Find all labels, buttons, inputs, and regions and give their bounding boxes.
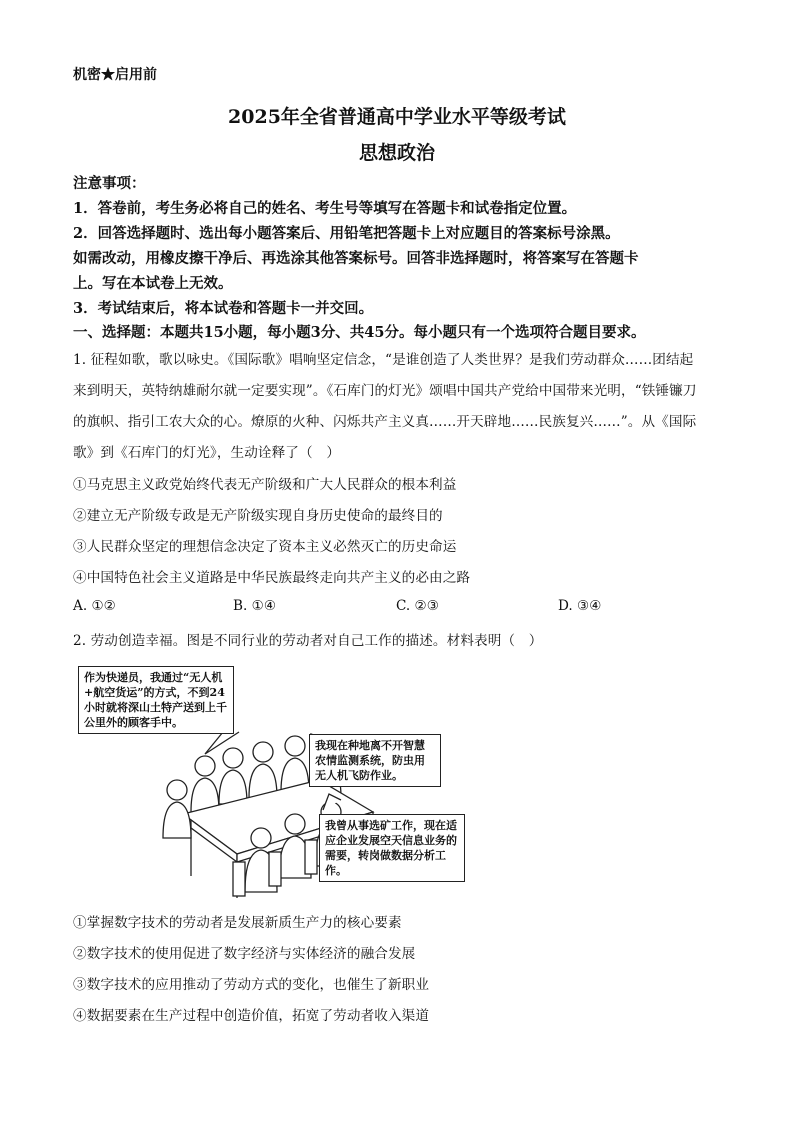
bubble-data-analyst: 我曾从事选矿工作，现在适应企业发展空天信息业务的需要，转岗做数据分析工作。 — [319, 814, 465, 882]
q1-statement-2: ②建立无产阶级专政是无产阶级实现自身历史使命的最终目的 — [73, 508, 443, 524]
exam-title: 2025年全省普通高中学业水平等级考试 — [228, 106, 566, 128]
q1-stem-line-1: 1. 征程如歌，歌以咏史。《国际歌》唱响坚定信念，“是谁创造了人类世界？是我们劳动群众……团结起 — [73, 352, 694, 368]
notice-heading: 注意事项： — [73, 175, 146, 192]
section-heading: 一、选择题：本题共15小题，每小题3分、共45分。每小题只有一个选项符合题目要求。 — [73, 324, 646, 341]
notice-line-1: 1．答卷前，考生务必将自己的姓名、考生号等填写在答题卡和试卷指定位置。 — [73, 200, 577, 217]
q1-option-b: B. ①④ — [233, 598, 277, 614]
q1-option-d: D. ③④ — [558, 598, 602, 614]
confidential-label: 机密★启用前 — [73, 67, 157, 83]
q1-stem-line-3: 的旗帜、指引工农大众的心。燎原的火种、闪烁共产主义真……开天辟地……民族复兴……”。从《国际 — [73, 414, 697, 430]
notice-line-5: 3．考试结束后，将本试卷和答题卡一并交回。 — [73, 300, 374, 317]
q1-option-c: C. ②③ — [396, 598, 439, 614]
q2-stem: 2. 劳动创造幸福。图是不同行业的劳动者对自己工作的描述。材料表明（ ） — [73, 633, 543, 649]
q2-statement-2: ②数字技术的使用促进了数字经济与实体经济的融合发展 — [73, 946, 416, 962]
q2-statement-1: ①掌握数字技术的劳动者是发展新质生产力的核心要素 — [73, 915, 402, 931]
q1-stem-line-4: 歌》到《石库门的灯光》，生动诠释了（ ） — [73, 445, 341, 461]
q1-statement-1: ①马克思主义政党始终代表无产阶级和广大人民群众的根本利益 — [73, 477, 457, 493]
notice-line-4: 上。写在本试卷上无效。 — [73, 275, 233, 292]
q2-statement-4: ④数据要素在生产过程中创造价值，拓宽了劳动者收入渠道 — [73, 1008, 430, 1024]
notice-line-2: 2．回答选择题时、选出每小题答案后、用铅笔把答题卡上对应题目的答案标号涂黑。 — [73, 225, 620, 242]
q2-statement-3: ③数字技术的应用推动了劳动方式的变化，也催生了新职业 — [73, 977, 430, 993]
bubble-farmer: 我现在种地离不开智慧农情监测系统，防虫用无人机飞防作业。 — [309, 734, 441, 787]
q1-option-a: A. ①② — [73, 598, 116, 614]
q1-statement-4: ④中国特色社会主义道路是中华民族最终走向共产主义的必由之路 — [73, 570, 471, 586]
subject-title: 思想政治 — [358, 142, 435, 164]
notice-line-3: 如需改动，用橡皮擦干净后、再选涂其他答案标号。回答非选择题时，将答案写在答题卡 — [73, 250, 639, 267]
bubble-courier: 作为快递员，我通过“无人机+航空货运”的方式，不到24小时就将深山土特产送到上千公里外的顾客手中。 — [78, 666, 234, 734]
q1-statement-3: ③人民群众坚定的理想信念决定了资本主义必然灭亡的历史命运 — [73, 539, 457, 555]
q1-stem-line-2: 来到明天，英特纳雄耐尔就一定要实现”。《石库门的灯光》颂唱中国共产党给中国带来光明，“铁锤镰刀 — [73, 383, 697, 399]
